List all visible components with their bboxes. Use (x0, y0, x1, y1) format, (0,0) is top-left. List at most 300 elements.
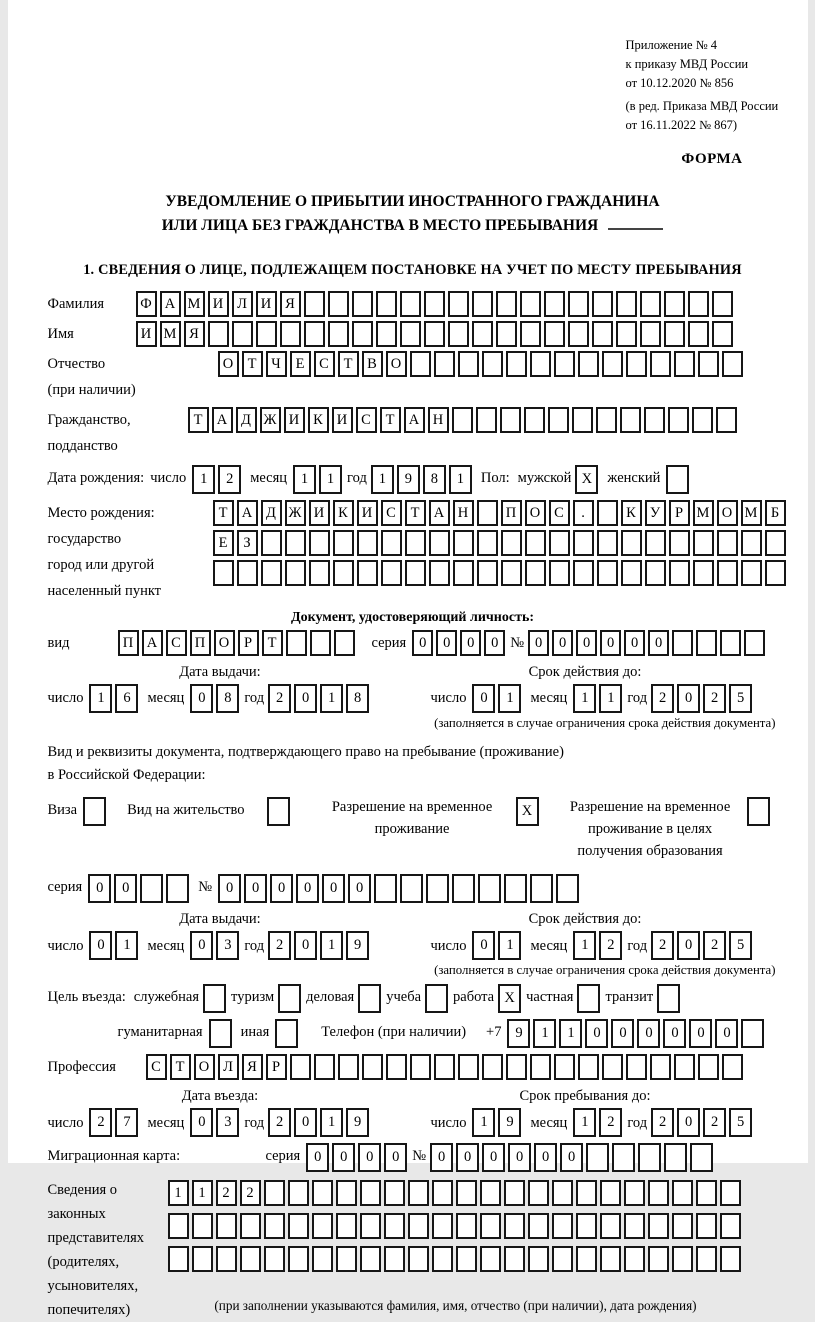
char-cell[interactable] (338, 1054, 359, 1080)
char-cell[interactable]: Я (184, 321, 205, 347)
surname-boxes[interactable] (136, 291, 736, 317)
char-cell[interactable] (333, 530, 354, 556)
char-cell[interactable]: 1 (320, 684, 343, 713)
char-cell[interactable] (717, 560, 738, 586)
char-cell[interactable] (554, 1054, 575, 1080)
char-cell[interactable]: И (256, 291, 277, 317)
char-cell[interactable]: 0 (482, 1143, 505, 1172)
char-cell[interactable] (698, 1054, 719, 1080)
char-cell[interactable]: Т (380, 407, 401, 433)
char-cell[interactable]: 0 (270, 874, 293, 903)
char-cell[interactable] (267, 797, 290, 826)
char-cell[interactable] (616, 291, 637, 317)
char-cell[interactable]: 0 (294, 931, 317, 960)
char-cell[interactable] (650, 1054, 671, 1080)
char-cell[interactable] (692, 407, 713, 433)
char-cell[interactable] (334, 630, 355, 656)
birth-place-boxes-row1[interactable] (213, 500, 789, 526)
char-cell[interactable]: М (693, 500, 714, 526)
char-cell[interactable] (453, 530, 474, 556)
char-cell[interactable] (578, 1054, 599, 1080)
char-cell[interactable] (568, 291, 589, 317)
char-cell[interactable]: Я (242, 1054, 263, 1080)
char-cell[interactable]: Р (238, 630, 259, 656)
char-cell[interactable] (741, 530, 762, 556)
char-cell[interactable]: 2 (651, 1108, 674, 1137)
char-cell[interactable] (576, 1213, 597, 1239)
char-cell[interactable]: Ф (136, 291, 157, 317)
char-cell[interactable] (693, 530, 714, 556)
char-cell[interactable]: 2 (651, 684, 674, 713)
char-cell[interactable] (664, 291, 685, 317)
char-cell[interactable]: М (741, 500, 762, 526)
char-cell[interactable]: А (237, 500, 258, 526)
birth-year-boxes[interactable] (371, 465, 475, 494)
char-cell[interactable] (668, 407, 689, 433)
entry-arrival-year-boxes[interactable] (268, 1108, 372, 1137)
char-cell[interactable]: 1 (192, 1180, 213, 1206)
char-cell[interactable]: А (404, 407, 425, 433)
char-cell[interactable] (410, 351, 431, 377)
char-cell[interactable] (209, 1019, 232, 1048)
char-cell[interactable] (556, 874, 579, 903)
char-cell[interactable] (304, 321, 325, 347)
char-cell[interactable] (310, 630, 331, 656)
char-cell[interactable]: М (184, 291, 205, 317)
char-cell[interactable] (285, 530, 306, 556)
char-cell[interactable] (645, 560, 666, 586)
representatives-boxes-row2[interactable] (168, 1213, 744, 1239)
char-cell[interactable] (434, 351, 455, 377)
phone-boxes[interactable] (507, 1019, 767, 1048)
char-cell[interactable] (528, 1180, 549, 1206)
char-cell[interactable] (405, 560, 426, 586)
char-cell[interactable]: К (621, 500, 642, 526)
char-cell[interactable]: П (190, 630, 211, 656)
char-cell[interactable]: 1 (498, 684, 521, 713)
char-cell[interactable]: 8 (346, 684, 369, 713)
char-cell[interactable] (458, 1054, 479, 1080)
char-cell[interactable] (288, 1246, 309, 1272)
migration-card-number-boxes[interactable] (430, 1143, 716, 1172)
char-cell[interactable] (400, 321, 421, 347)
char-cell[interactable] (530, 874, 553, 903)
visa-checkbox[interactable] (83, 797, 109, 826)
char-cell[interactable] (458, 351, 479, 377)
char-cell[interactable]: 1 (498, 931, 521, 960)
char-cell[interactable]: У (645, 500, 666, 526)
char-cell[interactable] (664, 1143, 687, 1172)
char-cell[interactable]: И (208, 291, 229, 317)
char-cell[interactable] (620, 407, 641, 433)
char-cell[interactable] (216, 1213, 237, 1239)
char-cell[interactable] (374, 874, 397, 903)
char-cell[interactable] (554, 351, 575, 377)
char-cell[interactable] (612, 1143, 635, 1172)
char-cell[interactable]: 1 (320, 1108, 343, 1137)
char-cell[interactable]: 0 (306, 1143, 329, 1172)
char-cell[interactable]: Я (280, 291, 301, 317)
char-cell[interactable]: 2 (218, 465, 241, 494)
identity-doc-kind-boxes[interactable] (118, 630, 358, 656)
char-cell[interactable] (602, 1054, 623, 1080)
char-cell[interactable] (208, 321, 229, 347)
char-cell[interactable] (765, 560, 786, 586)
char-cell[interactable]: 5 (729, 931, 752, 960)
char-cell[interactable]: 0 (384, 1143, 407, 1172)
stay-doc-issue-day-boxes[interactable] (89, 931, 141, 960)
char-cell[interactable] (720, 1213, 741, 1239)
char-cell[interactable] (696, 630, 717, 656)
char-cell[interactable] (747, 797, 770, 826)
char-cell[interactable] (381, 560, 402, 586)
char-cell[interactable] (657, 984, 680, 1013)
char-cell[interactable] (528, 1246, 549, 1272)
char-cell[interactable]: 0 (484, 630, 505, 656)
identity-doc-number-boxes[interactable] (528, 630, 768, 656)
char-cell[interactable] (592, 291, 613, 317)
char-cell[interactable]: 1 (89, 684, 112, 713)
char-cell[interactable]: 9 (397, 465, 420, 494)
char-cell[interactable] (592, 321, 613, 347)
char-cell[interactable]: 0 (348, 874, 371, 903)
char-cell[interactable] (720, 1246, 741, 1272)
char-cell[interactable]: 2 (240, 1180, 261, 1206)
entry-stay-month-boxes[interactable] (573, 1108, 625, 1137)
char-cell[interactable] (650, 351, 671, 377)
char-cell[interactable]: Ж (260, 407, 281, 433)
char-cell[interactable] (638, 1143, 661, 1172)
char-cell[interactable]: А (429, 500, 450, 526)
char-cell[interactable] (336, 1180, 357, 1206)
char-cell[interactable]: X (498, 984, 521, 1013)
char-cell[interactable]: 0 (715, 1019, 738, 1048)
char-cell[interactable]: 0 (89, 931, 112, 960)
stay-doc-series-boxes[interactable] (88, 874, 192, 903)
char-cell[interactable] (712, 291, 733, 317)
char-cell[interactable] (648, 1213, 669, 1239)
char-cell[interactable] (328, 291, 349, 317)
char-cell[interactable]: Ж (285, 500, 306, 526)
char-cell[interactable] (453, 560, 474, 586)
purpose-business-checkbox[interactable] (358, 984, 384, 1013)
char-cell[interactable] (524, 407, 545, 433)
char-cell[interactable] (525, 560, 546, 586)
char-cell[interactable] (83, 797, 106, 826)
char-cell[interactable] (568, 321, 589, 347)
char-cell[interactable] (448, 291, 469, 317)
identity-issue-day-boxes[interactable] (89, 684, 141, 713)
char-cell[interactable]: Л (218, 1054, 239, 1080)
char-cell[interactable] (408, 1246, 429, 1272)
char-cell[interactable] (480, 1246, 501, 1272)
char-cell[interactable] (520, 291, 541, 317)
profession-boxes[interactable] (146, 1054, 746, 1080)
char-cell[interactable] (722, 351, 743, 377)
char-cell[interactable] (261, 530, 282, 556)
sex-female-checkbox[interactable] (666, 465, 692, 494)
char-cell[interactable] (525, 530, 546, 556)
char-cell[interactable] (576, 1246, 597, 1272)
char-cell[interactable]: 1 (319, 465, 342, 494)
char-cell[interactable]: 0 (430, 1143, 453, 1172)
char-cell[interactable]: С (146, 1054, 167, 1080)
char-cell[interactable] (408, 1213, 429, 1239)
stay-doc-valid-month-boxes[interactable] (573, 931, 625, 960)
char-cell[interactable] (336, 1246, 357, 1272)
char-cell[interactable] (400, 291, 421, 317)
char-cell[interactable] (530, 1054, 551, 1080)
char-cell[interactable]: 0 (611, 1019, 634, 1048)
char-cell[interactable] (672, 1246, 693, 1272)
char-cell[interactable]: 8 (423, 465, 446, 494)
char-cell[interactable]: З (237, 530, 258, 556)
char-cell[interactable]: Б (765, 500, 786, 526)
char-cell[interactable] (240, 1213, 261, 1239)
char-cell[interactable] (352, 321, 373, 347)
char-cell[interactable] (544, 291, 565, 317)
char-cell[interactable] (360, 1180, 381, 1206)
char-cell[interactable]: П (501, 500, 522, 526)
char-cell[interactable] (384, 1246, 405, 1272)
char-cell[interactable] (312, 1246, 333, 1272)
char-cell[interactable]: 0 (436, 630, 457, 656)
citizenship-boxes[interactable] (188, 407, 740, 433)
char-cell[interactable]: 0 (560, 1143, 583, 1172)
char-cell[interactable] (381, 530, 402, 556)
char-cell[interactable] (480, 1213, 501, 1239)
char-cell[interactable]: 1 (472, 1108, 495, 1137)
char-cell[interactable] (722, 1054, 743, 1080)
char-cell[interactable]: О (214, 630, 235, 656)
purpose-private-checkbox[interactable] (577, 984, 603, 1013)
char-cell[interactable]: С (166, 630, 187, 656)
char-cell[interactable] (203, 984, 226, 1013)
char-cell[interactable]: М (160, 321, 181, 347)
char-cell[interactable] (496, 321, 517, 347)
char-cell[interactable]: Е (290, 351, 311, 377)
char-cell[interactable] (360, 1213, 381, 1239)
char-cell[interactable]: 1 (192, 465, 215, 494)
char-cell[interactable]: Т (405, 500, 426, 526)
char-cell[interactable]: О (386, 351, 407, 377)
char-cell[interactable]: 2 (268, 931, 291, 960)
char-cell[interactable]: 1 (293, 465, 316, 494)
char-cell[interactable]: 9 (346, 931, 369, 960)
char-cell[interactable]: 0 (552, 630, 573, 656)
char-cell[interactable] (586, 1143, 609, 1172)
char-cell[interactable] (408, 1180, 429, 1206)
char-cell[interactable]: А (212, 407, 233, 433)
char-cell[interactable] (456, 1213, 477, 1239)
char-cell[interactable] (648, 1180, 669, 1206)
identity-valid-day-boxes[interactable] (472, 684, 524, 713)
char-cell[interactable]: 7 (115, 1108, 138, 1137)
char-cell[interactable] (304, 291, 325, 317)
char-cell[interactable]: И (332, 407, 353, 433)
char-cell[interactable] (504, 1213, 525, 1239)
char-cell[interactable] (400, 874, 423, 903)
char-cell[interactable] (549, 560, 570, 586)
char-cell[interactable] (424, 291, 445, 317)
char-cell[interactable]: 0 (244, 874, 267, 903)
purpose-work-checkbox[interactable] (498, 984, 524, 1013)
char-cell[interactable] (376, 291, 397, 317)
char-cell[interactable]: Т (188, 407, 209, 433)
char-cell[interactable] (500, 407, 521, 433)
char-cell[interactable]: О (717, 500, 738, 526)
char-cell[interactable] (405, 530, 426, 556)
char-cell[interactable] (672, 1213, 693, 1239)
stay-doc-number-boxes[interactable] (218, 874, 582, 903)
char-cell[interactable]: 0 (456, 1143, 479, 1172)
char-cell[interactable] (448, 321, 469, 347)
char-cell[interactable] (237, 560, 258, 586)
char-cell[interactable] (501, 560, 522, 586)
char-cell[interactable] (280, 321, 301, 347)
char-cell[interactable] (426, 874, 449, 903)
char-cell[interactable]: 0 (472, 684, 495, 713)
char-cell[interactable] (168, 1246, 189, 1272)
char-cell[interactable]: Н (428, 407, 449, 433)
char-cell[interactable] (357, 530, 378, 556)
stay-doc-issue-year-boxes[interactable] (268, 931, 372, 960)
char-cell[interactable]: 0 (576, 630, 597, 656)
char-cell[interactable]: И (136, 321, 157, 347)
char-cell[interactable] (432, 1213, 453, 1239)
char-cell[interactable]: 2 (599, 1108, 622, 1137)
char-cell[interactable] (168, 1213, 189, 1239)
char-cell[interactable] (482, 351, 503, 377)
char-cell[interactable]: X (575, 465, 598, 494)
char-cell[interactable] (698, 351, 719, 377)
char-cell[interactable] (472, 321, 493, 347)
char-cell[interactable] (717, 530, 738, 556)
char-cell[interactable]: 1 (559, 1019, 582, 1048)
char-cell[interactable]: Н (453, 500, 474, 526)
char-cell[interactable] (573, 530, 594, 556)
char-cell[interactable]: С (356, 407, 377, 433)
char-cell[interactable] (336, 1213, 357, 1239)
char-cell[interactable]: В (362, 351, 383, 377)
char-cell[interactable] (597, 500, 618, 526)
char-cell[interactable] (309, 560, 330, 586)
entry-arrival-month-boxes[interactable] (190, 1108, 242, 1137)
representatives-boxes-row1[interactable] (168, 1180, 744, 1206)
char-cell[interactable]: 6 (115, 684, 138, 713)
char-cell[interactable] (477, 560, 498, 586)
char-cell[interactable] (328, 321, 349, 347)
char-cell[interactable]: П (118, 630, 139, 656)
char-cell[interactable] (264, 1246, 285, 1272)
char-cell[interactable] (504, 1246, 525, 1272)
char-cell[interactable] (362, 1054, 383, 1080)
char-cell[interactable]: 0 (190, 1108, 213, 1137)
char-cell[interactable] (477, 500, 498, 526)
char-cell[interactable]: 1 (573, 684, 596, 713)
char-cell[interactable]: 0 (190, 684, 213, 713)
char-cell[interactable] (600, 1180, 621, 1206)
char-cell[interactable]: 9 (346, 1108, 369, 1137)
char-cell[interactable] (688, 321, 709, 347)
char-cell[interactable] (286, 630, 307, 656)
char-cell[interactable] (309, 530, 330, 556)
char-cell[interactable]: 9 (498, 1108, 521, 1137)
char-cell[interactable] (552, 1246, 573, 1272)
char-cell[interactable] (333, 560, 354, 586)
representatives-boxes-row3[interactable] (168, 1246, 744, 1272)
char-cell[interactable]: 1 (115, 931, 138, 960)
char-cell[interactable]: Ч (266, 351, 287, 377)
char-cell[interactable] (577, 984, 600, 1013)
purpose-tourism-checkbox[interactable] (278, 984, 304, 1013)
char-cell[interactable]: 0 (358, 1143, 381, 1172)
birth-month-boxes[interactable] (293, 465, 345, 494)
char-cell[interactable]: 3 (216, 931, 239, 960)
char-cell[interactable]: Д (236, 407, 257, 433)
entry-stay-day-boxes[interactable] (472, 1108, 524, 1137)
char-cell[interactable] (432, 1180, 453, 1206)
char-cell[interactable] (452, 874, 475, 903)
char-cell[interactable] (572, 407, 593, 433)
char-cell[interactable] (264, 1213, 285, 1239)
char-cell[interactable] (624, 1246, 645, 1272)
char-cell[interactable]: А (160, 291, 181, 317)
char-cell[interactable]: 1 (573, 1108, 596, 1137)
char-cell[interactable]: 0 (294, 684, 317, 713)
char-cell[interactable] (166, 874, 189, 903)
char-cell[interactable]: 0 (677, 931, 700, 960)
char-cell[interactable] (624, 1180, 645, 1206)
char-cell[interactable] (552, 1213, 573, 1239)
char-cell[interactable] (472, 291, 493, 317)
migration-card-series-boxes[interactable] (306, 1143, 410, 1172)
char-cell[interactable] (644, 407, 665, 433)
char-cell[interactable]: К (308, 407, 329, 433)
char-cell[interactable]: 0 (218, 874, 241, 903)
char-cell[interactable] (693, 560, 714, 586)
char-cell[interactable]: 5 (729, 1108, 752, 1137)
given-name-boxes[interactable] (136, 321, 736, 347)
char-cell[interactable]: 5 (729, 684, 752, 713)
char-cell[interactable] (429, 530, 450, 556)
char-cell[interactable]: 0 (412, 630, 433, 656)
char-cell[interactable] (552, 1180, 573, 1206)
char-cell[interactable] (410, 1054, 431, 1080)
char-cell[interactable]: 8 (216, 684, 239, 713)
char-cell[interactable] (240, 1246, 261, 1272)
char-cell[interactable] (384, 1180, 405, 1206)
char-cell[interactable] (456, 1246, 477, 1272)
char-cell[interactable] (376, 321, 397, 347)
char-cell[interactable]: 2 (703, 684, 726, 713)
char-cell[interactable]: 0 (534, 1143, 557, 1172)
char-cell[interactable] (384, 1213, 405, 1239)
char-cell[interactable]: 1 (168, 1180, 189, 1206)
char-cell[interactable] (688, 291, 709, 317)
entry-arrival-day-boxes[interactable] (89, 1108, 141, 1137)
char-cell[interactable] (456, 1180, 477, 1206)
char-cell[interactable] (501, 530, 522, 556)
char-cell[interactable] (290, 1054, 311, 1080)
identity-doc-series-boxes[interactable] (412, 630, 508, 656)
char-cell[interactable]: 2 (89, 1108, 112, 1137)
patronymic-boxes[interactable] (218, 351, 746, 377)
char-cell[interactable]: . (573, 500, 594, 526)
identity-issue-year-boxes[interactable] (268, 684, 372, 713)
char-cell[interactable]: 3 (216, 1108, 239, 1137)
char-cell[interactable]: 2 (268, 684, 291, 713)
